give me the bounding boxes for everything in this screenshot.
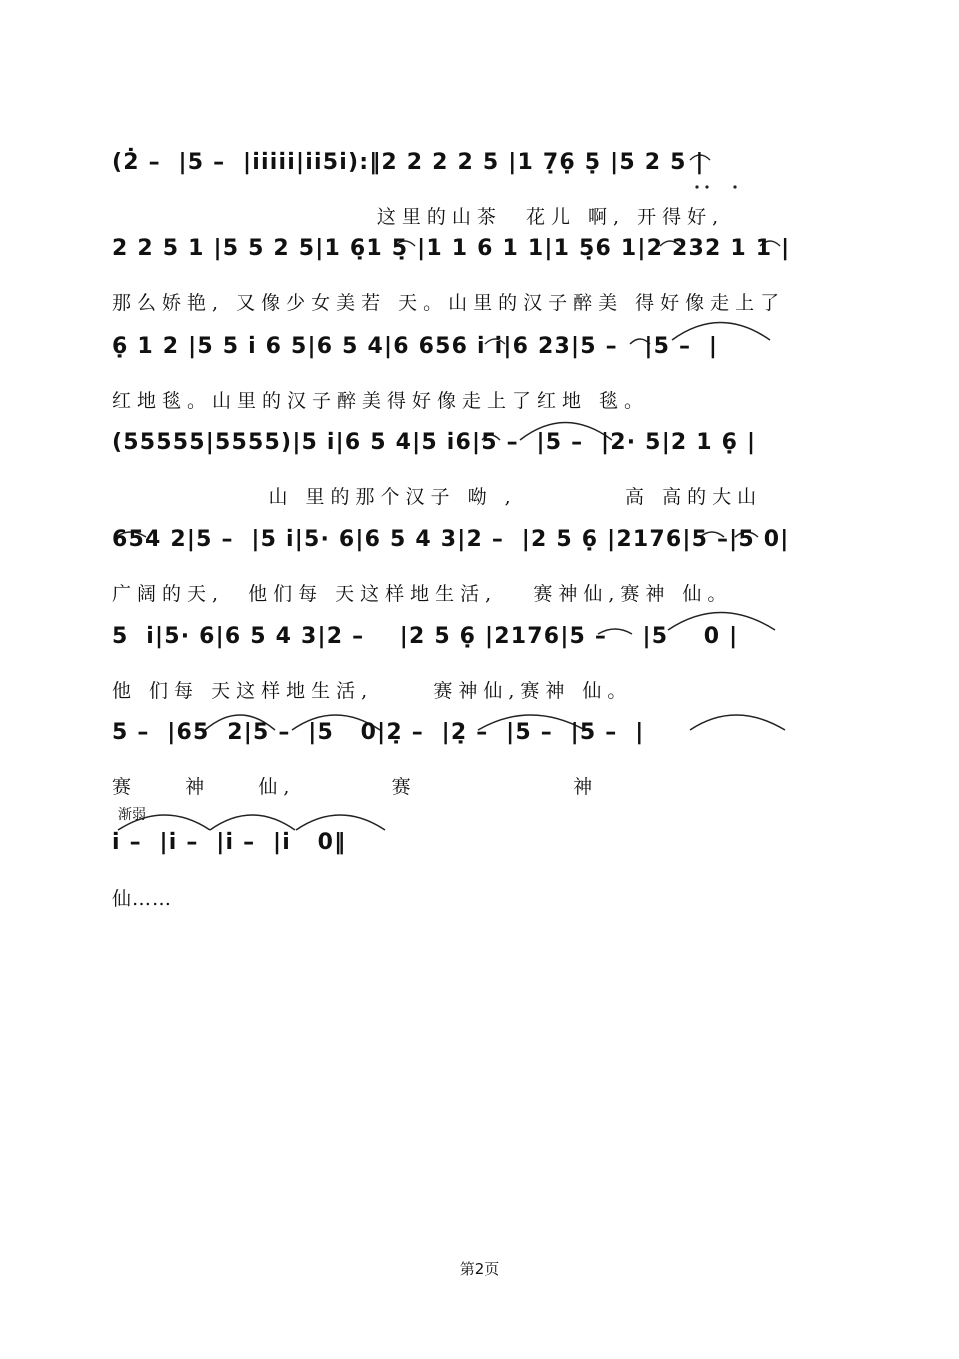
lyrics: 广阔的天, 他们每 天这样地生活, 赛神仙,赛神 仙。	[112, 583, 733, 605]
notation: 6̣ 1 2 |5 5 i̇ 6 5|6 5 4|6 656 i̇ i̇|6 23|5 – |5 – |	[112, 334, 719, 359]
lyrics: 红地毯。山里的汉子醉美得好像走上了红地 毯。	[112, 390, 650, 412]
lyrics: 赛 神 仙, 赛 神	[112, 776, 599, 798]
lyrics: 这里的山茶 花儿 啊, 开得好,	[112, 206, 725, 228]
dynamics-marking: 渐弱	[118, 807, 146, 823]
notation: 5 i̇|5· 6|6 5 4 3|2 – |2 5 6̣ |2176|5 – |5 0 |	[112, 624, 739, 649]
notation: i̇ – |i̇ – |i̇ – |i̇ 0‖	[112, 830, 347, 855]
slur	[210, 815, 295, 830]
notation: (55555|5555)|5 i̇|6 5 4|5 i̇6|5 – |5 – |2· 5|2 1 6̣ |	[112, 430, 757, 455]
lyrics: 他 们每 天这样地生活, 赛神仙,赛神 仙。	[112, 680, 633, 702]
notation: (2̇ – |5 – |i̇i̇i̇i̇i̇|i̇i̇5i̇):‖2 2 2 2 5 |1 7̣6̣ 5̣ |5 2 5 |	[112, 150, 705, 175]
lyrics: 山 里的那个汉子 呦 , 高 高的大山	[112, 486, 763, 508]
lyrics: 那么娇艳, 又像少女美若 天。山里的汉子醉美 得好像走上了	[112, 292, 786, 314]
notation: 654 2|5 – |5 i̇|5· 6|6 5 4 3|2 – |2 5 6̣ |2176|5 –|5 0|	[112, 527, 790, 552]
notation: 2 2 5 1 |5 5 2 5|1 6̣1 5̣ |1 1 6 1 1|1 5̣6 1|2 232 1 1 |	[112, 236, 791, 261]
notation: 5 – |65 2|5 – |5 0|2̣ – |2̣ – |5 – |5 – |	[112, 720, 645, 745]
lyrics: 仙……	[112, 888, 173, 910]
slur	[296, 815, 385, 830]
page-number: 第2页	[459, 1260, 500, 1278]
slur	[690, 715, 785, 730]
